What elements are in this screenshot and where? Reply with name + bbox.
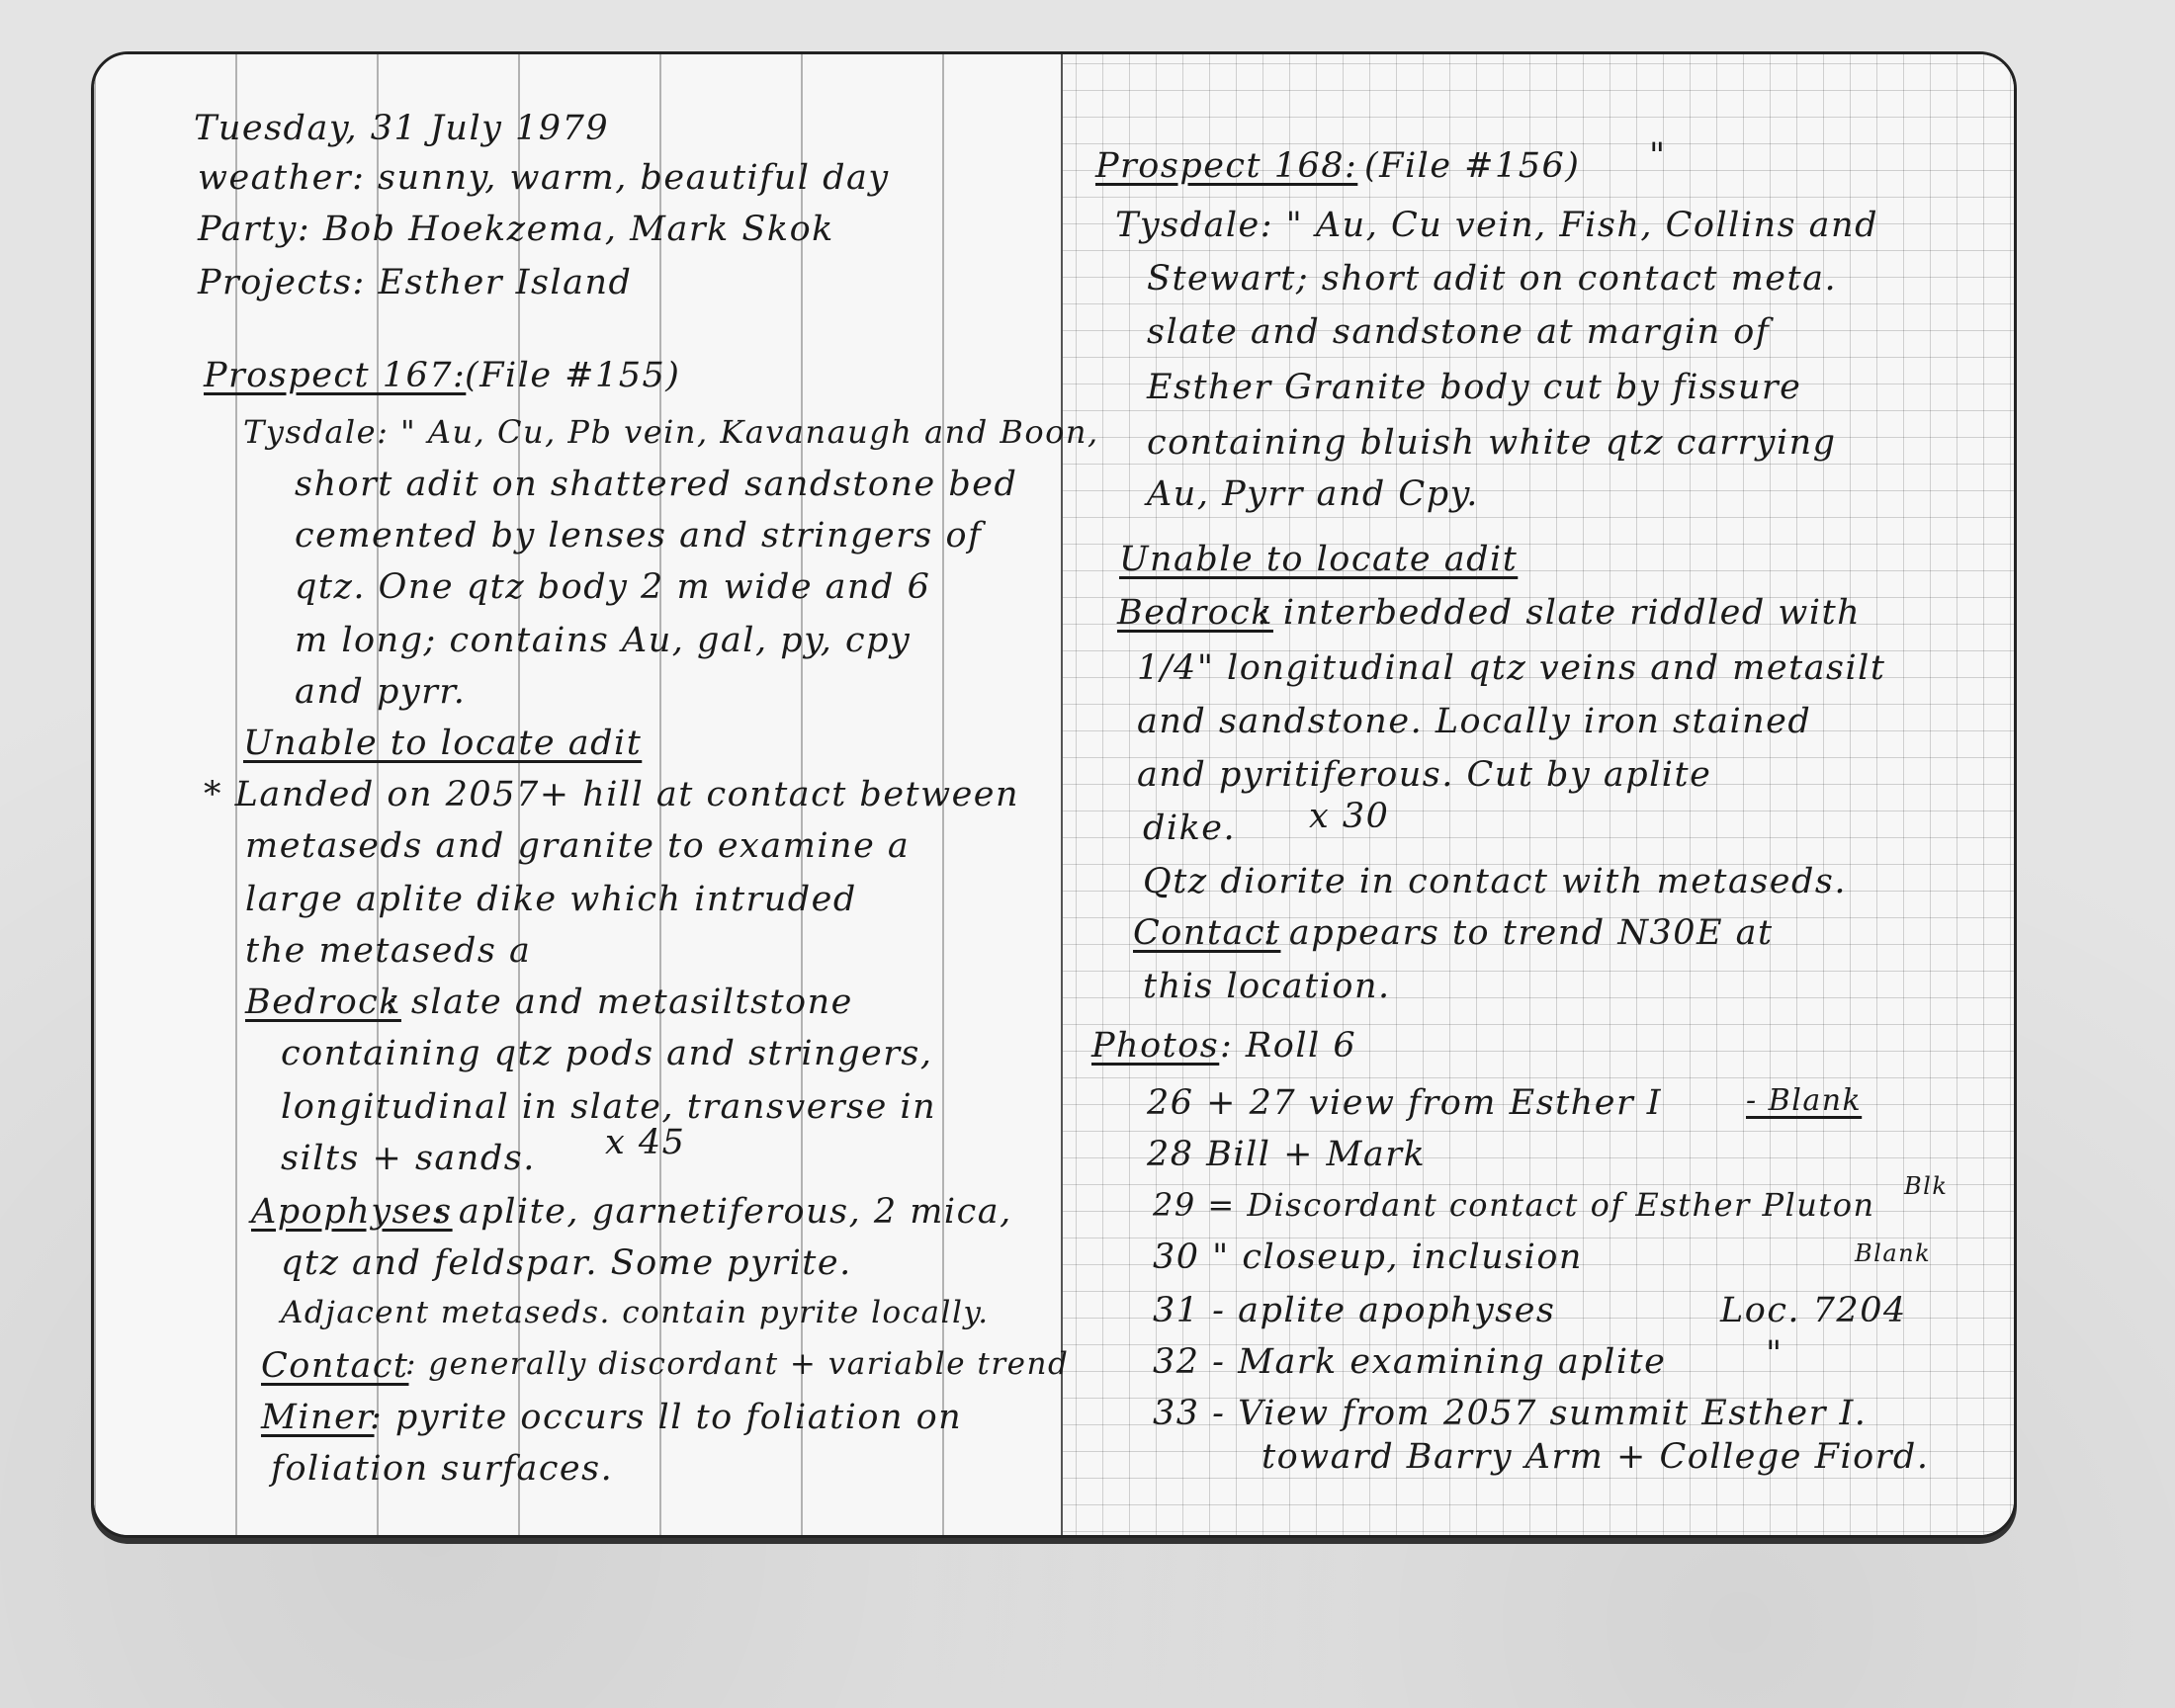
landed-line: * Landed on 2057+ hill at contact between <box>204 775 1020 814</box>
apophyses-label: Apophyses <box>251 1192 453 1232</box>
photo-note-ditto: " <box>1766 1334 1784 1374</box>
photos-roll: : Roll 6 <box>1220 1026 1357 1066</box>
contact-167-label: Contact <box>261 1346 409 1386</box>
bedrock-167-label: Bedrock <box>245 982 401 1022</box>
bedrock-167-dip: x 45 <box>605 1123 686 1162</box>
bedrock-168-line: and pyritiferous. Cut by aplite <box>1137 755 1712 795</box>
miner-line: : pyrite occurs ll to foliation on <box>370 1398 963 1437</box>
prospect-168-heading: Prospect 168: <box>1095 146 1358 186</box>
prospect-167-file: (File #155) <box>465 356 681 395</box>
bedrock-168-line: : interbedded slate riddled with <box>1258 593 1862 633</box>
prospect-167-heading: Prospect 167: <box>204 356 467 395</box>
landed-line: metaseds and granite to examine a <box>245 826 911 866</box>
tysdale-167-line: and pyrr. <box>295 672 467 712</box>
tysdale-168-line: Stewart; short adit on contact meta. <box>1147 259 1838 299</box>
bedrock-167-line: silts + sands. <box>281 1139 536 1178</box>
notebook-spine <box>1061 54 1063 1535</box>
bedrock-168-label: Bedrock <box>1117 593 1273 633</box>
party-line: Party: Bob Hoekzema, Mark Skok <box>198 210 834 249</box>
miner-label: Miner <box>261 1398 375 1437</box>
photos-label: Photos <box>1091 1026 1220 1066</box>
tysdale-167-line: m long; contains Au, gal, py, cpy <box>295 621 912 660</box>
tysdale-168-line: containing bluish white qtz carrying <box>1147 423 1837 463</box>
landed-line: the metaseds a <box>245 931 532 971</box>
photo-entry: 31 - aplite apophyses <box>1153 1291 1556 1330</box>
tysdale-168-line: slate and sandstone at margin of <box>1147 312 1771 352</box>
contact-168-line: this location. <box>1143 967 1391 1006</box>
tysdale-167-line: short adit on shattered sandstone bed <box>295 465 1018 504</box>
tysdale-167-line: qtz. One qtz body 2 m wide and 6 <box>295 567 931 607</box>
photo-entry: 33 - View from 2057 summit Esther I. <box>1153 1394 1868 1433</box>
bedrock-168-line: dike. <box>1143 809 1237 848</box>
photo-entry: 29 = Discordant contact of Esther Pluton <box>1153 1186 1875 1224</box>
bedrock-167-line: : slate and metasiltstone <box>386 982 853 1022</box>
entry-date: Tuesday, 31 July 1979 <box>194 109 610 148</box>
contact-167-text: : generally discordant + variable trend <box>405 1346 1070 1382</box>
contact-168-line: : appears to trend N30E at <box>1263 913 1774 953</box>
photo-note-blank: - Blank <box>1746 1083 1863 1118</box>
miner-line: foliation surfaces. <box>271 1449 614 1489</box>
photo-note-blank: Blank <box>1855 1239 1932 1267</box>
tysdale-168-line: Esther Granite body cut by fissure <box>1147 368 1802 407</box>
photo-entry: 26 + 27 view from Esther I <box>1147 1083 1663 1123</box>
tysdale-168-line: Au, Pyrr and Cpy. <box>1147 474 1479 514</box>
bedrock-167-line: containing qtz pods and stringers, <box>281 1034 933 1073</box>
apophyses-line: Adjacent metaseds. contain pyrite locally. <box>281 1295 990 1330</box>
tysdale-167-line: cemented by lenses and stringers of <box>295 516 983 555</box>
tysdale-168-line: Tysdale: " Au, Cu vein, Fish, Collins and <box>1115 206 1878 245</box>
photo-note-blk: Blk <box>1904 1172 1949 1200</box>
bedrock-168-dip: x 30 <box>1309 797 1390 836</box>
photo-entry: toward Barry Arm + College Fiord. <box>1262 1437 1930 1477</box>
tysdale-167-line: Tysdale: " Au, Cu, Pb vein, Kavanaugh and Boon, <box>243 413 1099 451</box>
unable-to-locate-168: Unable to locate adit <box>1119 540 1519 579</box>
photo-entry: 32 - Mark examining aplite <box>1153 1342 1667 1382</box>
unable-to-locate-167: Unable to locate adit <box>243 724 643 763</box>
bedrock-168-line: 1/4" longitudinal qtz veins and metasilt <box>1137 648 1886 688</box>
ditto-mark: " <box>1649 136 1667 176</box>
bedrock-167-line: longitudinal in slate, transverse in <box>281 1087 937 1127</box>
landed-line: large aplite dike which intruded <box>245 880 857 919</box>
apophyses-line: : aplite, garnetiferous, 2 mica, <box>433 1192 1012 1232</box>
photo-entry: 28 Bill + Mark <box>1147 1135 1427 1174</box>
projects-line: Projects: Esther Island <box>198 263 633 302</box>
weather-line: weather: sunny, warm, beautiful day <box>198 158 890 198</box>
bedrock-168-line: Qtz diorite in contact with metaseds. <box>1143 862 1848 901</box>
prospect-168-file: (File #156) <box>1364 146 1581 186</box>
apophyses-line: qtz and feldspar. Some pyrite. <box>281 1243 852 1283</box>
photo-entry: 30 " closeup, inclusion <box>1153 1238 1583 1277</box>
contact-168-label: Contact <box>1133 913 1281 953</box>
bedrock-168-line: and sandstone. Locally iron stained <box>1137 702 1812 741</box>
photo-note-location: Loc. 7204 <box>1720 1291 1907 1330</box>
